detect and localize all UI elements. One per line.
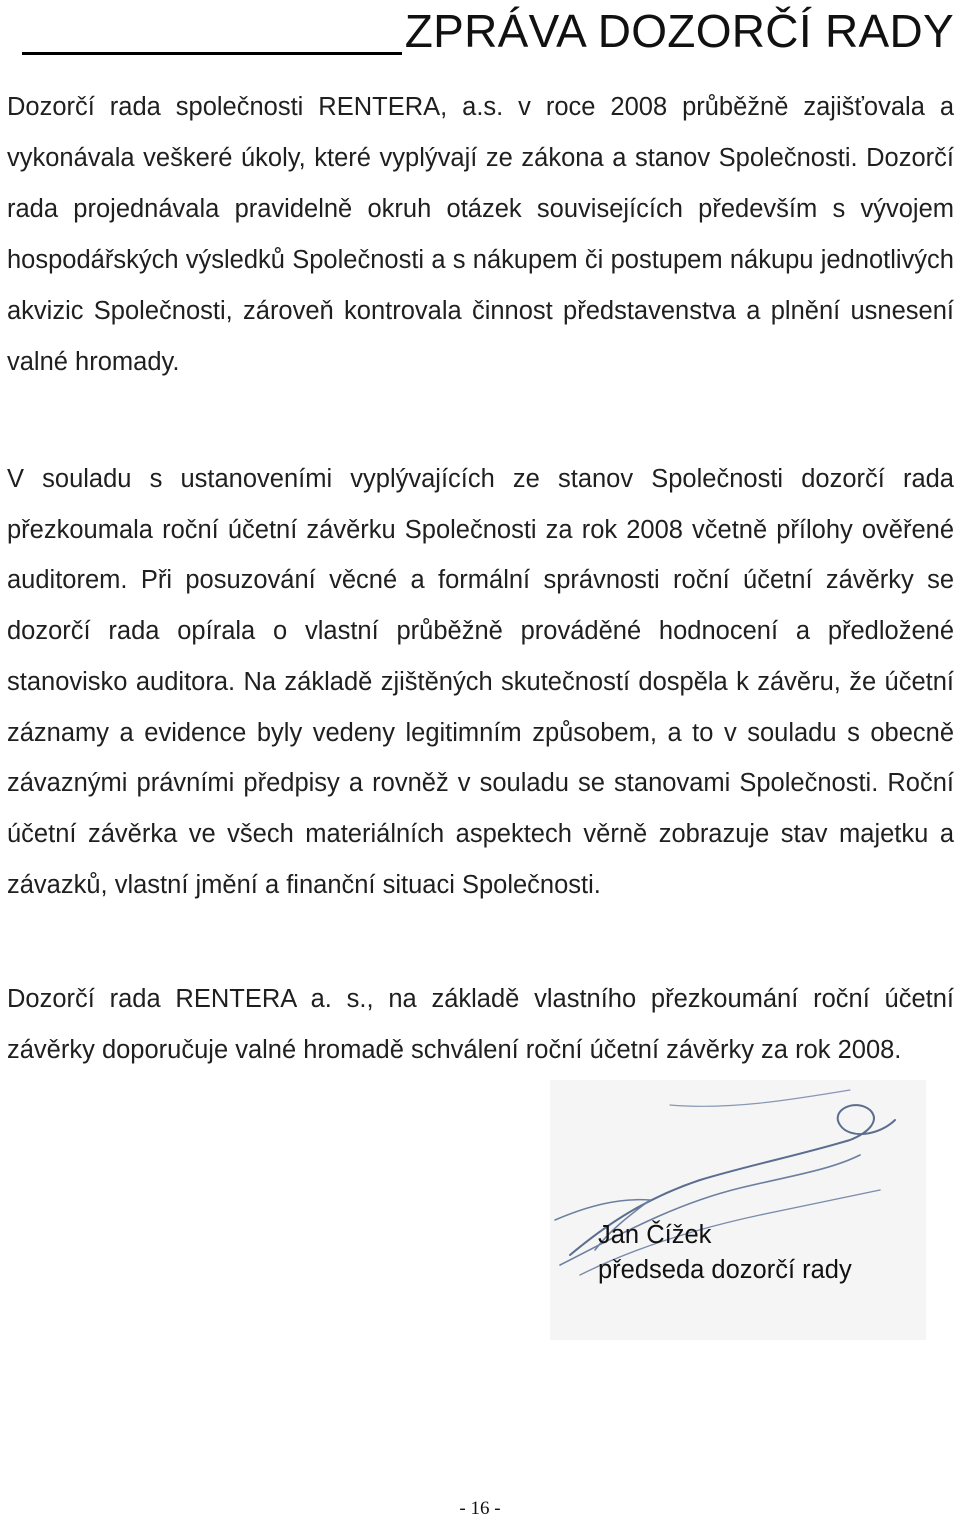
paragraph-recommendation: Dozorčí rada RENTERA a. s., na základě vlastního přezkoumání roční účetní závěrky doporučuje valné hromadě schválení roční účetní závěrky za rok 2008.	[7, 985, 954, 1064]
signature-block	[550, 1080, 926, 1340]
handwritten-signature	[550, 1080, 926, 1340]
signer-title: předseda dozorčí rady	[598, 1256, 852, 1284]
paragraph-financial-review: V souladu s ustanoveními vyplývajících ze stanov Společnosti dozorčí rada přezkoumala roční účetní závěrku Společnosti za rok 2008 včetně přílohy ověřené auditorem. Při posuzování věcné a formální správnosti roční účetní závěrky se dozorčí rada opírala o vlastní průběžně prováděné hodnocení a předložené stanovisko auditora. Na základě zjištěných skutečností dospěla k závěru, že účetní záznamy a evidence byly vedeny legitimním způsobem, a to v souladu s obecně závaznými právními předpisy a rovněž v souladu se stanovami Společnosti. Roční účetní závěrka ve všech materiálních aspektech věrně zobrazuje stav majetku a závazků, vlastní jmění a finanční situaci Společnosti.	[7, 465, 954, 899]
page-number: - 16 -	[459, 1498, 501, 1519]
title-underline-rule	[22, 52, 402, 55]
paragraph-activities: Dozorčí rada společnosti RENTERA, a.s. v roce 2008 průběžně zajišťovala a vykonávala veškeré úkoly, které vyplývají ze zákona a stanov Společnosti. Dozorčí rada projednávala pravidelně okruh otázek souvisejících především s vývojem hospodářských výsledků Společnosti a s nákupem či postupem nákupu jednotlivých akvizic Společnosti, zároveň kontrovala činnost představenstva a plnění usnesení valné hromady.	[7, 93, 954, 376]
signer-name: Jan Čížek	[598, 1221, 712, 1249]
page-title: ZPRÁVA DOZORČÍ RADY	[404, 5, 954, 57]
page-header	[22, 5, 954, 58]
